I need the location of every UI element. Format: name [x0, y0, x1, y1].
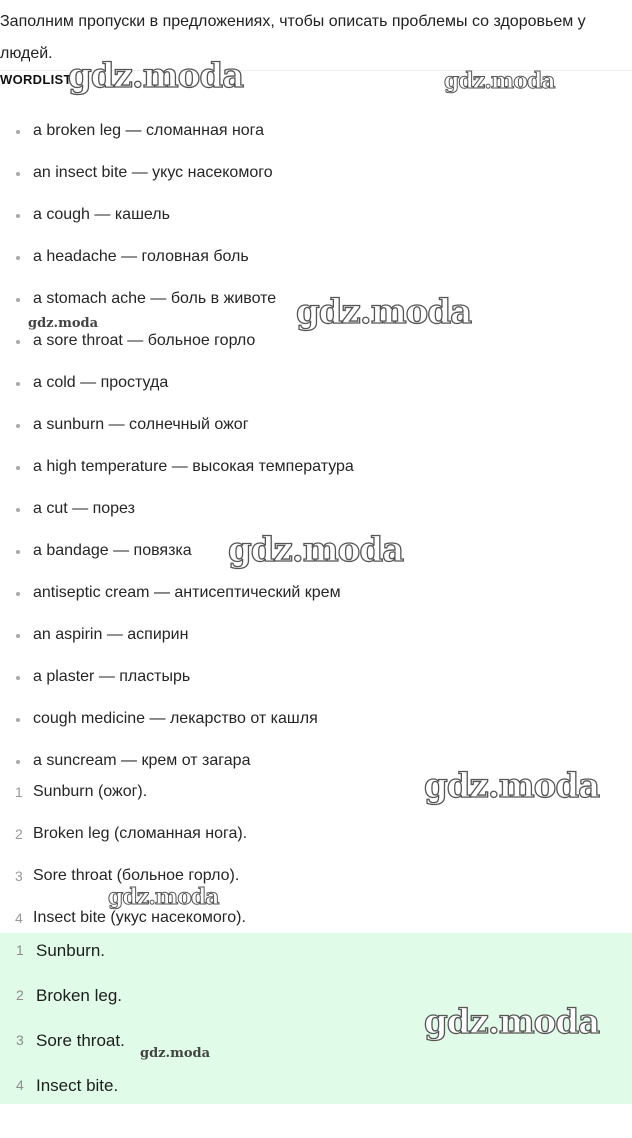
answer-item: 2 Broken leg (сломанная нога). [15, 825, 248, 842]
list-item: antiseptic cream — антисептический крем [33, 584, 341, 602]
answer-item: 3 Sore throat (больное горло). [15, 867, 240, 884]
list-item: a bandage — повязка [33, 542, 192, 560]
answer-item: 1 Sunburn (ожог). [15, 783, 148, 800]
wordlist-heading: WORDLIST [0, 72, 72, 87]
bullet-icon [16, 676, 20, 680]
bullet-icon [16, 340, 20, 344]
watermark: gdz.moda [296, 292, 472, 332]
bullet-icon [16, 550, 20, 554]
watermark: gdz.moda [444, 68, 555, 94]
list-item: a sore throat — больное горло [33, 332, 255, 350]
watermark: gdz.moda [140, 1046, 211, 1061]
list-item: a headache — головная боль [33, 248, 249, 266]
bullet-icon [16, 214, 20, 218]
short-answer-item: 1 Sunburn. [16, 941, 105, 960]
bullet-icon [16, 760, 20, 764]
list-item: a plaster — пластырь [33, 668, 190, 686]
bullet-icon [16, 592, 20, 596]
watermark: gdz.moda [28, 316, 99, 331]
bullet-icon [16, 634, 20, 638]
bullet-icon [16, 130, 20, 134]
list-item: a broken leg — сломанная нога [33, 122, 264, 140]
list-item: a suncream — крем от загара [33, 752, 250, 770]
watermark: gdz.moda [228, 530, 404, 570]
list-item: an insect bite — укус насекомого [33, 164, 273, 182]
intro-text: Заполним пропуски в предложениях, чтобы описать проблемы со здоровьем у людей. [0, 13, 586, 62]
bullet-icon [16, 382, 20, 386]
watermark: gdz.moda [108, 884, 219, 910]
bullet-icon [16, 508, 20, 512]
bullet-icon [16, 256, 20, 260]
bullet-icon [16, 424, 20, 428]
short-answer-item: 4 Insect bite. [16, 1076, 119, 1095]
short-answer-item: 3 Sore throat. [16, 1031, 125, 1050]
list-item: a cut — порез [33, 500, 135, 518]
short-answer-box [0, 933, 632, 1104]
list-item: a high temperature — высокая температура [33, 458, 354, 476]
short-answer-item: 2 Broken leg. [16, 986, 122, 1005]
bullet-icon [16, 466, 20, 470]
list-item: a sunburn — солнечный ожог [33, 416, 249, 434]
divider [0, 70, 632, 71]
bullet-icon [16, 298, 20, 302]
list-item: a stomach ache — боль в животе [33, 290, 276, 308]
list-item: an aspirin — аспирин [33, 626, 188, 644]
list-item: a cold — простуда [33, 374, 168, 392]
watermark: gdz.moda [68, 56, 244, 96]
answer-item: 4 Insect bite (укус насекомого). [15, 909, 246, 926]
bullet-icon [16, 172, 20, 176]
list-item: cough medicine — лекарство от кашля [33, 710, 318, 728]
watermark: gdz.moda [424, 766, 600, 806]
list-item: a cough — кашель [33, 206, 170, 224]
watermark: gdz.moda [424, 1002, 600, 1042]
bullet-icon [16, 718, 20, 722]
